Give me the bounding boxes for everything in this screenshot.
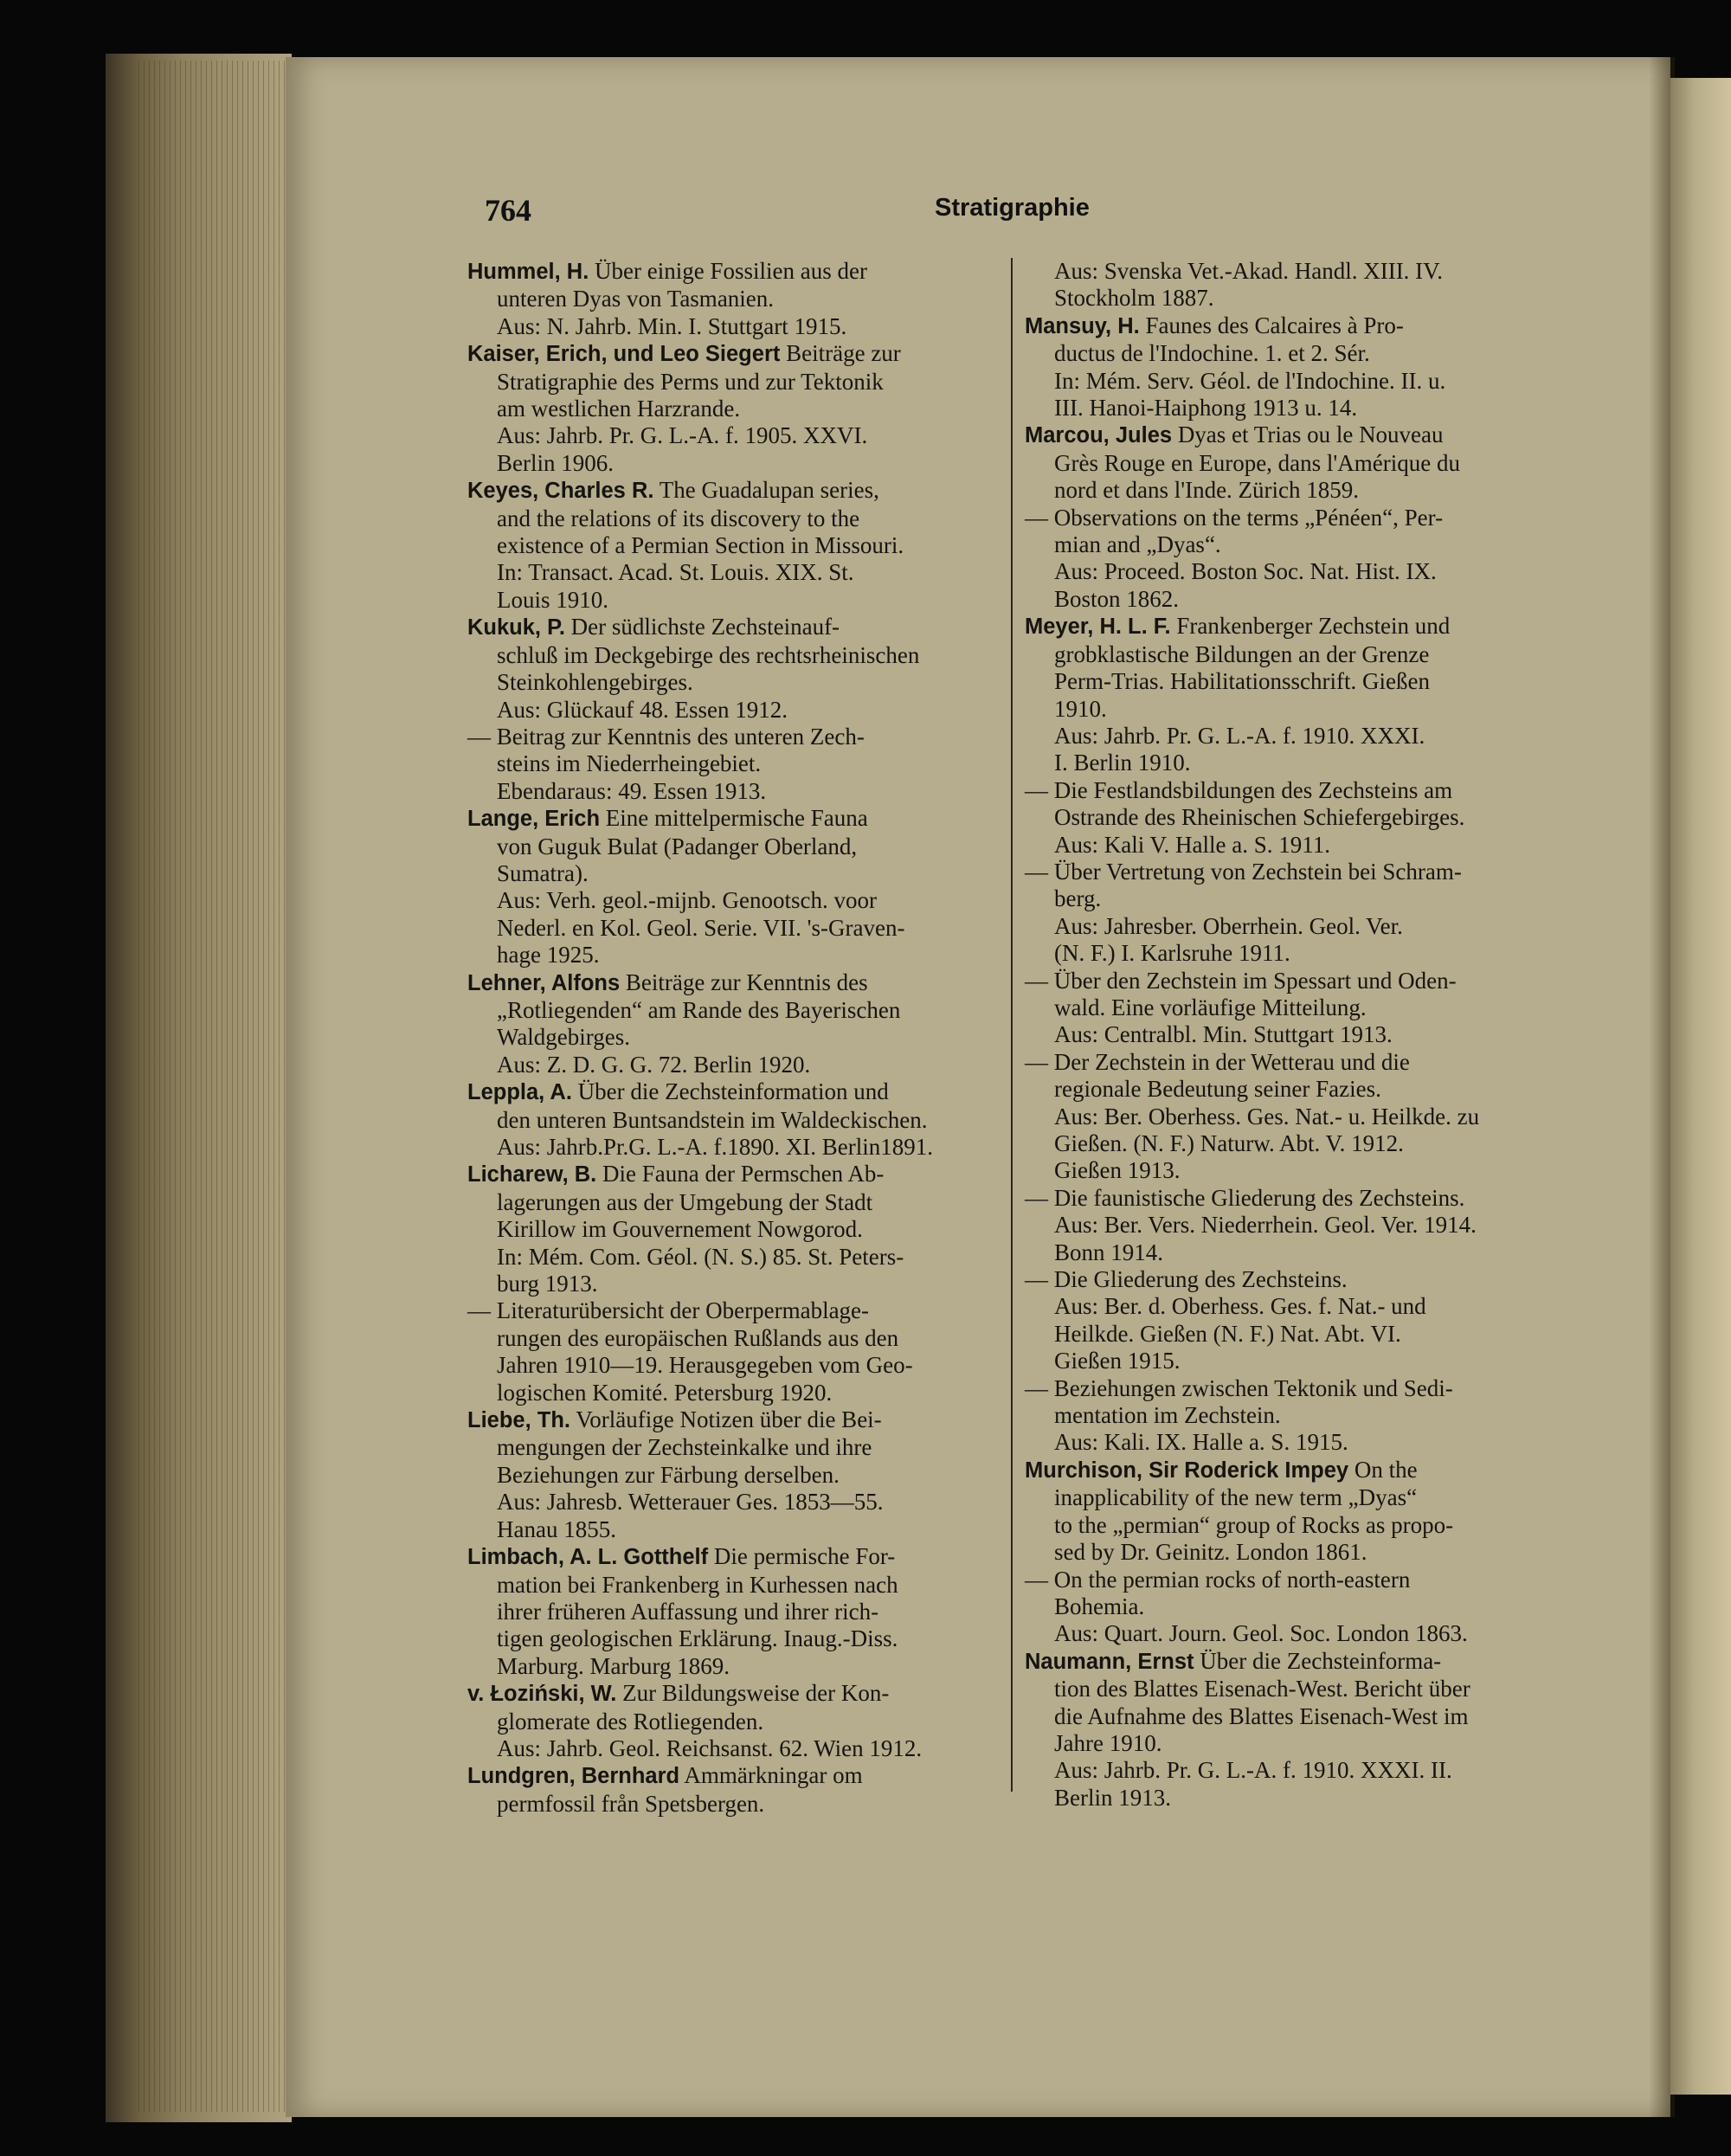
entry-author: Mansuy, H. [1025, 313, 1140, 338]
entry-text: Beiträge zur [786, 340, 901, 367]
page-header [485, 192, 1532, 235]
entry-line [1025, 885, 1535, 912]
entry-text: Steinkohlengebirges. [497, 669, 693, 696]
bibliography-entry [467, 614, 995, 724]
entry-text: Aus: Centralbl. Min. Stuttgart 1913. [1054, 1021, 1393, 1048]
bibliography-entry [467, 1406, 995, 1543]
entry-text: Beziehungen zur Färbung derselben. [497, 1461, 840, 1488]
entry-line [467, 1762, 995, 1790]
entry-line [467, 942, 995, 969]
entry-text: Faunes des Calcaires à Pro- [1145, 312, 1404, 338]
entry-author: Lange, Erich [467, 807, 601, 832]
entry-line [1025, 1157, 1535, 1184]
entry-line [467, 1653, 995, 1680]
entry-line [467, 724, 995, 750]
entry-line [1025, 1757, 1535, 1784]
bibliography-entry [467, 1078, 995, 1161]
entry-text: Bohemia. [1054, 1593, 1145, 1619]
entry-text: Aus: Svenska Vet.-Akad. Handl. XIII. IV. [1054, 258, 1443, 284]
entry-text: Kirillow im Gouvernement Nowgorod. [497, 1216, 863, 1243]
entry-line [1025, 968, 1535, 994]
ditto-dash: — [1025, 858, 1048, 885]
entry-line [1025, 641, 1535, 668]
entry-line [1025, 1321, 1535, 1348]
entry-line [467, 997, 995, 1024]
entry-line [1025, 859, 1535, 885]
entry-line [467, 1489, 995, 1516]
entry-text: Aus: Jahrb. Geol. Reichsanst. 62. Wien 1912. [497, 1734, 923, 1761]
entry-text: Aus: Jahrb. Pr. G. L.-A. f. 1910. XXXI. [1054, 722, 1425, 749]
ditto-dash: — [1025, 504, 1048, 531]
entry-text: Heilkde. Gießen (N. F.) Nat. Abt. VI. [1054, 1320, 1401, 1347]
bibliography-entry [1025, 859, 1535, 968]
entry-author: Keyes, Charles R. [467, 479, 654, 504]
entry-line [1025, 1104, 1535, 1130]
entry-text: Der Zechstein in der Wetterau und die [1053, 1048, 1410, 1075]
entry-line [467, 915, 995, 942]
bibliography-entry [467, 805, 995, 969]
bibliography-entry [1025, 422, 1535, 504]
entry-line [1025, 505, 1535, 531]
entry-text: Marburg. Marburg 1869. [497, 1652, 730, 1679]
entry-text: Ebendaraus: 49. Essen 1913. [497, 777, 767, 804]
ditto-dash: — [1025, 1566, 1048, 1593]
entry-line [467, 286, 995, 312]
entry-line [467, 587, 995, 614]
entry-text: Beiträge zur Kenntnis des [625, 969, 868, 995]
entry-text: Grès Rouge en Europe, dans l'Amérique du [1054, 449, 1460, 476]
ditto-dash: — [1025, 967, 1048, 994]
entry-text: Gießen 1913. [1054, 1157, 1181, 1184]
entry-author: Hummel, H. [467, 260, 589, 284]
entry-line [467, 1024, 995, 1051]
entry-line [1025, 1484, 1535, 1511]
entry-line [467, 1244, 995, 1271]
entry-text: Ammärkningar om [684, 1762, 863, 1789]
entry-text: Über die Zechsteinformation und [577, 1078, 889, 1105]
entry-text: Aus: Jahrb. Pr. G. L.-A. f. 1905. XXVI. [497, 422, 868, 449]
entry-text: In: Mém. Serv. Géol. de l'Indochine. II. u. [1054, 367, 1446, 394]
entry-text: regionale Bedeutung seiner Fazies. [1054, 1076, 1381, 1103]
entry-text: Nederl. en Kol. Geol. Serie. VII. 's-Graven- [497, 914, 905, 941]
bibliography-entry [1025, 968, 1535, 1049]
entry-text: Die Fauna der Permschen Ab- [602, 1161, 885, 1187]
bibliography-entry [467, 1297, 995, 1406]
entry-text: Aus: Kali. IX. Halle a. S. 1915. [1054, 1429, 1348, 1456]
ditto-dash: — [467, 1297, 491, 1324]
entry-line [467, 1462, 995, 1489]
entry-text: Die Festlandsbildungen des Zechsteins am [1053, 776, 1453, 803]
entry-text: Beziehungen zwischen Tektonik und Sedi- [1053, 1374, 1453, 1401]
ditto-dash: — [467, 723, 491, 750]
entry-text: Über Vertretung von Zechstein bei Schram- [1053, 858, 1462, 885]
entry-line [467, 1791, 995, 1818]
entry-line [467, 1516, 995, 1543]
entry-text: mian and „Dyas“. [1054, 531, 1221, 558]
entry-line [1025, 1266, 1535, 1293]
entry-text: Aus: Jahrb.Pr.G. L.-A. f.1890. XI. Berlin1891. [497, 1134, 933, 1160]
entry-line [467, 1680, 995, 1708]
entry-line [467, 1352, 995, 1379]
entry-line [467, 1297, 995, 1324]
entry-text: On the permian rocks of north-eastern [1053, 1566, 1411, 1593]
entry-line [467, 1325, 995, 1352]
entry-text: tion des Blattes Eisenach-West. Bericht über [1054, 1676, 1470, 1702]
entry-text: mation bei Frankenberg in Kurhessen nach [497, 1571, 898, 1598]
entry-author: Limbach, A. L. Gotthelf [467, 1545, 709, 1570]
entry-text: Observations on the terms „Pénéen“, Per- [1053, 504, 1444, 531]
entry-text: rungen des europäischen Rußlands aus den [497, 1324, 899, 1351]
entry-text: unteren Dyas von Tasmanien. [497, 286, 775, 312]
entry-author: Lehner, Alfons [467, 970, 621, 995]
entry-text: hage 1925. [497, 942, 600, 969]
entry-text: tigen geologischen Erklärung. Inaug.-Diss. [497, 1625, 898, 1652]
bibliography-entry [1025, 1648, 1535, 1812]
entry-text: Die permische For- [713, 1543, 896, 1570]
entry-line [1025, 422, 1535, 449]
entry-author: Murchison, Sir Roderick Impey [1025, 1458, 1349, 1483]
entry-text: Eine mittelpermische Fauna [605, 805, 868, 832]
bibliography-entry [467, 477, 995, 614]
page-number: 764 [485, 193, 531, 228]
entry-text: von Guguk Bulat (Padanger Oberland, [497, 833, 858, 859]
entry-text: Waldgebirges. [497, 1024, 631, 1051]
entry-text: berg. [1054, 885, 1102, 912]
entry-line [1025, 258, 1535, 285]
entry-line [1025, 1239, 1535, 1266]
entry-text: 1910. [1054, 695, 1107, 722]
entry-text: Perm-Trias. Habilitationsschrift. Gießen [1054, 668, 1430, 695]
entry-text: sed by Dr. Geinitz. London 1861. [1054, 1539, 1367, 1566]
column-divider [1011, 258, 1013, 1792]
entry-author: v. Łoziński, W. [467, 1682, 617, 1707]
entry-text: Aus: Quart. Journ. Geol. Soc. London 1863. [1054, 1620, 1468, 1647]
entry-text: Über die Zechsteinforma- [1200, 1647, 1442, 1674]
bibliography-entry [467, 1762, 995, 1818]
bibliography-entry [1025, 1375, 1535, 1457]
entry-text: Über einige Fossilien aus der [595, 258, 867, 284]
entry-text: Aus: Z. D. G. G. 72. Berlin 1920. [497, 1051, 811, 1078]
entry-line [1025, 531, 1535, 558]
entry-text: Aus: Ber. d. Oberhess. Ges. f. Nat.- und [1054, 1293, 1426, 1320]
entry-line [467, 1543, 995, 1571]
entry-line [1025, 368, 1535, 395]
left-column [467, 258, 995, 1818]
entry-line [1025, 1185, 1535, 1212]
entry-text: Berlin 1913. [1054, 1784, 1171, 1811]
entry-text: Literaturübersicht der Oberpermablage- [496, 1297, 870, 1324]
entry-text: lagerungen aus der Umgebung der Stadt [497, 1188, 873, 1215]
entry-text: permfossil från Spetsbergen. [497, 1790, 765, 1817]
entry-line [1025, 1402, 1535, 1429]
entry-author: Lundgren, Bernhard [467, 1764, 680, 1789]
running-head: Stratigraphie [935, 194, 1090, 222]
entry-text: Louis 1910. [497, 586, 609, 613]
entry-text: burg 1913. [497, 1271, 598, 1297]
entry-line [1025, 395, 1535, 422]
entry-text: Die Gliederung des Zechsteins. [1053, 1266, 1348, 1293]
entry-text: Frankenberger Zechstein und [1176, 613, 1451, 640]
entry-text: Aus: Ber. Vers. Niederrhein. Geol. Ver. 1914. [1054, 1212, 1477, 1239]
bibliography-entry [1025, 312, 1535, 422]
bibliography-entry [467, 340, 995, 477]
bibliography-entry [1025, 777, 1535, 859]
entry-author: Marcou, Jules [1025, 423, 1173, 448]
entry-text: inapplicability of the new term „Dyas“ [1054, 1484, 1418, 1511]
entry-text: Sumatra). [497, 859, 589, 886]
entry-author: Meyer, H. L. F. [1025, 615, 1171, 640]
entry-line [467, 505, 995, 532]
bibliography-entry [1025, 1049, 1535, 1185]
entry-text: Aus: Jahresb. Wetterauer Ges. 1853—55. [497, 1489, 884, 1516]
entry-line [1025, 1648, 1535, 1676]
entry-author: Naumann, Ernst [1025, 1649, 1194, 1674]
entry-text: (N. F.) I. Karlsruhe 1911. [1054, 940, 1290, 967]
entry-line [467, 450, 995, 477]
ditto-dash: — [1025, 1048, 1048, 1075]
entry-line [467, 1599, 995, 1625]
entry-line [1025, 1049, 1535, 1076]
entry-line [467, 1161, 995, 1188]
entry-text: Hanau 1855. [497, 1516, 616, 1542]
ditto-dash: — [1025, 1374, 1048, 1401]
entry-line [1025, 1293, 1535, 1320]
right-column [1025, 258, 1535, 1812]
entry-text: glomerate des Rotliegenden. [497, 1708, 764, 1734]
entry-line [467, 614, 995, 641]
ditto-dash: — [1025, 1266, 1048, 1293]
entry-text: den unteren Buntsandstein im Waldeckischen. [497, 1106, 928, 1133]
ditto-dash: — [1025, 1184, 1048, 1211]
bibliography-entry [1025, 613, 1535, 776]
entry-line [467, 1134, 995, 1161]
entry-line [467, 697, 995, 724]
entry-line [1025, 1703, 1535, 1730]
entry-line [1025, 750, 1535, 776]
entry-line [1025, 940, 1535, 967]
entry-text: Aus: Jahrb. Pr. G. L.-A. f. 1910. XXXI. II. [1054, 1757, 1452, 1784]
entry-line [467, 669, 995, 696]
entry-line [467, 969, 995, 997]
entry-line [467, 833, 995, 860]
entry-text: In: Mém. Com. Géol. (N. S.) 85. St. Peters- [497, 1243, 904, 1270]
entry-author: Kukuk, P. [467, 615, 565, 640]
entry-line [1025, 668, 1535, 695]
entry-text: nord et dans l'Inde. Zürich 1859. [1054, 477, 1360, 504]
entry-line [467, 532, 995, 559]
entry-line [1025, 1457, 1535, 1484]
entry-line [467, 860, 995, 887]
entry-line [467, 313, 995, 340]
entry-line [1025, 994, 1535, 1021]
entry-line [467, 369, 995, 396]
entry-line [1025, 1021, 1535, 1048]
entry-line [1025, 1429, 1535, 1456]
entry-line [1025, 1212, 1535, 1239]
entry-line [467, 1434, 995, 1461]
bibliography-entry [1025, 258, 1535, 312]
entry-text: Aus: Ber. Oberhess. Ges. Nat.- u. Heilkde. zu [1054, 1103, 1480, 1129]
entry-line [1025, 777, 1535, 804]
entry-line [1025, 1785, 1535, 1812]
entry-line [1025, 1348, 1535, 1374]
bibliography-entry [467, 1543, 995, 1680]
entry-line [467, 1406, 995, 1434]
bibliography-entry [467, 724, 995, 805]
bibliography-entry [467, 1161, 995, 1297]
entry-text: III. Hanoi-Haiphong 1913 u. 14. [1054, 395, 1358, 422]
entry-line [467, 422, 995, 449]
entry-line [467, 1216, 995, 1243]
entry-line [1025, 832, 1535, 859]
entry-line [1025, 312, 1535, 340]
entry-line [1025, 558, 1535, 585]
bibliography-entry [467, 1680, 995, 1762]
entry-author: Leppla, A. [467, 1080, 572, 1105]
entry-line [467, 1572, 995, 1599]
entry-author: Licharew, B. [467, 1162, 597, 1187]
entry-text: Dyas et Trias ou le Nouveau [1177, 422, 1444, 448]
entry-text: schluß im Deckgebirge des rechtsrheinischen [497, 641, 920, 668]
entry-text: logischen Komité. Petersburg 1920. [497, 1379, 833, 1406]
entry-line [467, 1709, 995, 1735]
entry-line [467, 1735, 995, 1762]
entry-line [1025, 1130, 1535, 1157]
entry-line [1025, 1593, 1535, 1620]
entry-text: In: Transact. Acad. St. Louis. XIX. St. [497, 559, 854, 586]
entry-text: Bonn 1914. [1054, 1239, 1164, 1265]
entry-line [467, 778, 995, 805]
entry-text: existence of a Permian Section in Missouri. [497, 532, 904, 559]
entry-text: Stratigraphie des Perms und zur Tektonik [497, 368, 884, 395]
entry-text: The Guadalupan series, [659, 477, 879, 504]
entry-text: On the [1354, 1456, 1418, 1483]
entry-text: Zur Bildungsweise der Kon- [622, 1680, 890, 1707]
entry-line [467, 340, 995, 368]
entry-text: Stockholm 1887. [1054, 285, 1214, 312]
entry-text: Gießen 1915. [1054, 1348, 1181, 1374]
entry-line [1025, 696, 1535, 723]
entry-line [467, 642, 995, 669]
entry-line [467, 1078, 995, 1106]
entry-text: Aus: Verh. geol.-mijnb. Genootsch. voor [497, 887, 877, 914]
entry-line [467, 1052, 995, 1078]
bibliography-entry [467, 258, 995, 340]
entry-text: Aus: Kali V. Halle a. S. 1911. [1054, 831, 1330, 858]
entry-text: am westlichen Harzrande. [497, 396, 741, 422]
entry-text: Beitrag zur Kenntnis des unteren Zech- [496, 723, 865, 750]
entry-text: Jahren 1910—19. Herausgegeben vom Geo- [497, 1352, 913, 1379]
entry-text: Berlin 1906. [497, 449, 614, 476]
entry-text: I. Berlin 1910. [1054, 750, 1191, 776]
entry-line [1025, 340, 1535, 367]
entry-line [1025, 1620, 1535, 1647]
entry-line [467, 396, 995, 422]
entry-text: Aus: Jahresber. Oberrhein. Geol. Ver. [1054, 912, 1403, 939]
entry-text: steins im Niederrheingebiet. [497, 750, 762, 777]
entry-text: wald. Eine vorläufige Mitteilung. [1054, 994, 1367, 1020]
entry-author: Kaiser, Erich, und Leo Siegert [467, 342, 781, 367]
entry-text: ihrer früheren Auffassung und ihrer rich- [497, 1598, 879, 1625]
entry-line [1025, 1567, 1535, 1593]
entry-text: to the „permian“ group of Rocks as propo- [1054, 1511, 1454, 1538]
entry-line [1025, 1512, 1535, 1539]
entry-text: Die faunistische Gliederung des Zechsteins. [1053, 1184, 1465, 1211]
bibliography-entry [1025, 1266, 1535, 1375]
entry-text: Jahre 1910. [1054, 1729, 1162, 1756]
bibliography-entry [1025, 505, 1535, 614]
entry-line [467, 805, 995, 833]
ditto-dash: — [1025, 776, 1048, 803]
entry-text: Vorläufige Notizen über die Bei- [576, 1406, 882, 1433]
entry-text: and the relations of its discovery to the [497, 505, 860, 531]
entry-line [467, 887, 995, 914]
bibliography-entry [1025, 1185, 1535, 1266]
entry-author: Liebe, Th. [467, 1408, 571, 1433]
entry-text: Ostrande des Rheinischen Schiefergebirges. [1054, 804, 1465, 831]
entry-text: Aus: Glückauf 48. Essen 1912. [497, 696, 788, 723]
entry-line [1025, 613, 1535, 640]
page-edge-lines [138, 61, 286, 2112]
entry-line [467, 1380, 995, 1406]
entry-text: grobklastische Bildungen an der Grenze [1054, 640, 1430, 667]
entry-line [1025, 1539, 1535, 1566]
entry-line [1025, 723, 1535, 750]
entry-text: Gießen. (N. F.) Naturw. Abt. V. 1912. [1054, 1130, 1404, 1156]
entry-line [1025, 477, 1535, 504]
entry-line [1025, 285, 1535, 312]
entry-text: „Rotliegenden“ am Rande des Bayerischen [497, 996, 901, 1023]
entry-line [1025, 1676, 1535, 1702]
bibliography-entry [1025, 1567, 1535, 1648]
entry-line [467, 750, 995, 777]
entry-line [467, 1107, 995, 1134]
facing-page-edge [1670, 78, 1731, 2095]
entry-line [1025, 804, 1535, 831]
entry-line [1025, 1076, 1535, 1103]
entry-text: Über den Zechstein im Spessart und Oden- [1053, 967, 1457, 994]
entry-text: die Aufnahme des Blattes Eisenach-West im [1054, 1702, 1469, 1729]
entry-line [467, 258, 995, 286]
entry-text: Aus: N. Jahrb. Min. I. Stuttgart 1915. [497, 312, 847, 339]
entry-line [1025, 1375, 1535, 1402]
entry-text: Der südlichste Zechsteinauf- [570, 614, 840, 640]
entry-text: mengungen der Zechsteinkalke und ihre [497, 1434, 872, 1461]
entry-line [467, 477, 995, 505]
entry-line [467, 1189, 995, 1216]
entry-line [1025, 913, 1535, 940]
bibliography-entry [1025, 1457, 1535, 1567]
bibliography-entry [467, 969, 995, 1079]
entry-text: Aus: Proceed. Boston Soc. Nat. Hist. IX. [1054, 558, 1437, 585]
entry-line [467, 559, 995, 586]
entry-text: mentation im Zechstein. [1054, 1402, 1281, 1429]
entry-line [1025, 586, 1535, 613]
entry-line [1025, 1730, 1535, 1757]
entry-text: ductus de l'Indochine. 1. et 2. Sér. [1054, 340, 1370, 367]
entry-line [1025, 450, 1535, 477]
entry-line [467, 1625, 995, 1652]
entry-text: Boston 1862. [1054, 585, 1180, 612]
entry-line [467, 1271, 995, 1297]
